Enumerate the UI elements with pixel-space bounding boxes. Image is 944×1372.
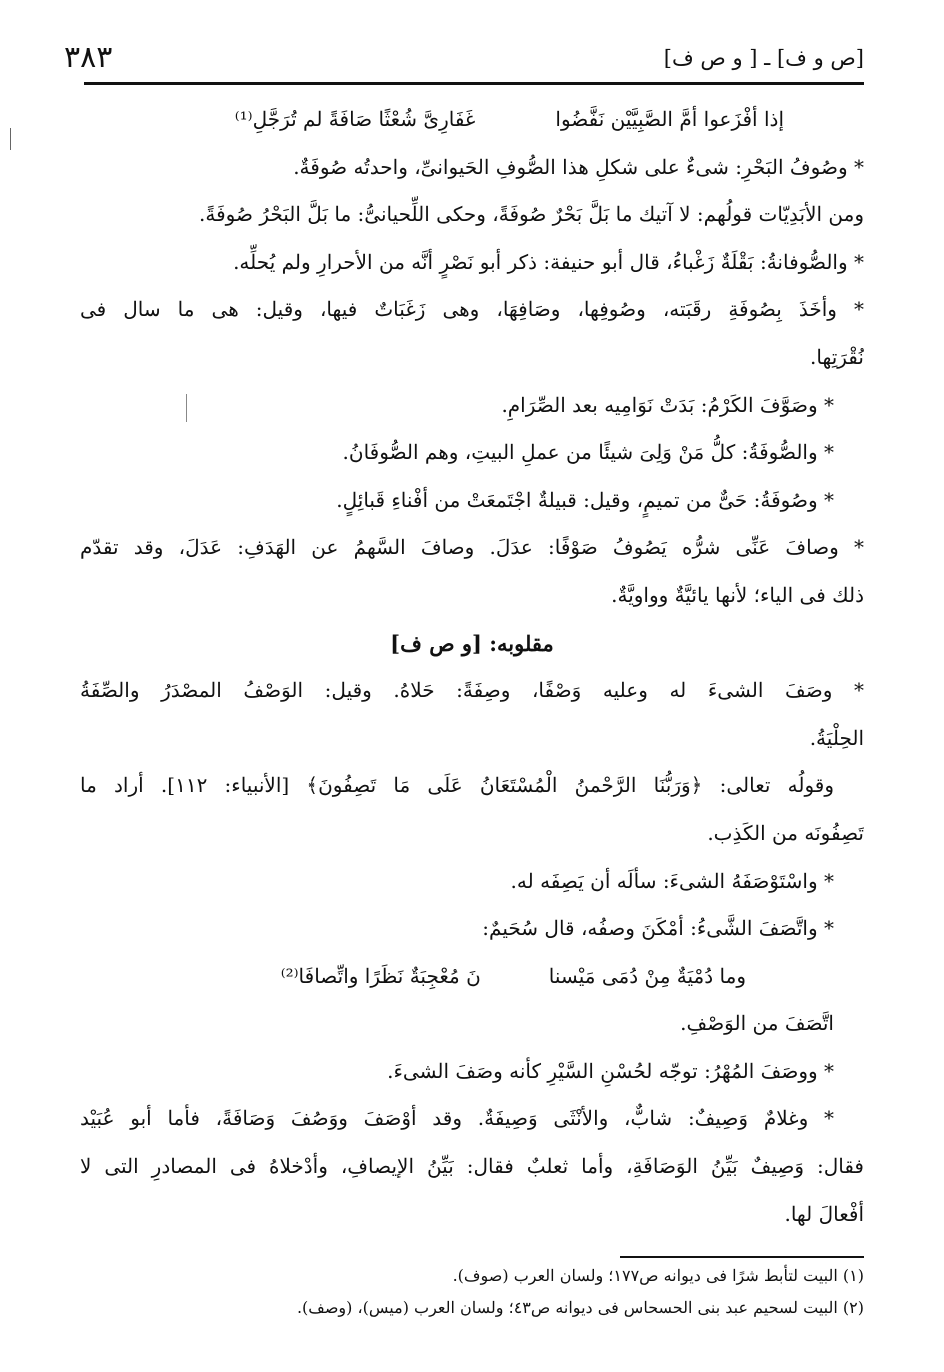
text-line: * وصُوفَةُ: حَىٌّ من تميمٍ، وقيل: قبيلةٌ اجْتَمعَتْ من أفْناءِ قَبائِلٍ. [336, 487, 834, 512]
text-line: فقال: وَصِيفٌ بَيِّنُ الوَصَافَةِ، وأما ثعلبٌ فقال: بَيِّنُ الإيصافِ، وأدْخلاهُ فى المصادرِ التى لا [80, 1154, 864, 1179]
verse-second-hemistich: نَ مُعْجِبَةٌ نَظَرًا واتِّصافَا⁽²⁾ [280, 963, 481, 988]
verse-line [80, 953, 864, 1001]
text-line: * وصُوفُ البَحْرِ: شىءٌ على شكلِ هذا الصُّوفِ الحَيوانىِّ، واحدتُه صُوفَةٌ. [293, 154, 864, 179]
footnote: (٢) البيت لسحيم عبد بنى الحسحاس فى ديوانه ص٤٣؛ ولسان العرب (ميس)، (وصف). [296, 1298, 864, 1317]
text-line: * واسْتَوْصَفَهُ الشىءَ: سألَه أن يَصِفَه له. [510, 868, 834, 893]
text-line: وقولُه تعالى: ﴿وَرَبُّنَا الرَّحْمنُ الْمُسْتَعَانُ عَلَى مَا تَصِفُونَ﴾ [الأنبياء: ١١٢]. أراد ما [80, 773, 835, 798]
footnote: (١) البيت لتأبط شرًا فى ديوانه ص١٧٧؛ ولسان العرب (صوف). [452, 1266, 864, 1285]
text-line: * وصَوَّفَ الكَرْمُ: بَدَتْ نَوَامِيه بعد الصِّرَامِ. [501, 392, 834, 417]
text-line: * وصَفَ الشىءَ له وعليه وَصْفًا، وصِفَةً: حَلاهُ. وقيل: الوَصْفُ المصْدَرُ والصِّفَةُ [80, 678, 864, 703]
footnote-rule [620, 1256, 864, 1258]
header-rule [84, 82, 864, 85]
main-text [80, 96, 864, 1238]
verse-second-hemistich: غَفَارِىَّ شُعْثًا صَافَةً لم تُرَجَّلِ⁽¹⁾ [234, 107, 476, 131]
text-line: * وغلامٌ وَصِيفٌ: شابٌّ، والأنْثَى وَصِيفَةٌ. وقد أوْصَفَ ووَصُفَ وَصَافَةً، فأما أبو عُبَيْد [80, 1106, 834, 1131]
text-line: * وصافَ عَنِّى شرُّه يَصُوفُ صَوْفًا: عدَلَ. وصافَ السَّهمُ عن الهَدَفِ: عَدَلَ، وقد تقدّم [80, 535, 864, 560]
text-line: * واتَّصَفَ الشَّىءُ: أمْكَنَ وصفُه، قال سُحَيمٌ: [482, 916, 834, 941]
footnotes [80, 1260, 864, 1324]
section-heading: مقلوبه: [و ص ف] [390, 630, 554, 656]
text-line: تَصِفُونَه من الكَذِب. [707, 820, 864, 845]
verse-first-hemistich: إذا أفْزَعوا أمَّ الصَّبِيَّيْن نَفَّضُوا [555, 107, 784, 131]
text-line: أفْعالَ لها. [784, 1201, 864, 1226]
page-number: ٣٨٣ [64, 40, 113, 75]
text-line: * وأخَذَ بِصُوفَةِ رقَبَته، وصُوفِها، وصَافِهَا، وهى زَغَبَاتٌ فيها، وقيل: هى ما سال فى [80, 297, 864, 322]
verse-line [80, 96, 864, 144]
text-line: الحِلْيَةُ. [809, 725, 864, 750]
text-line: * ووصَفَ المُهْرُ: توجّه لحُسْنِ السَّيْرِ كأنه وصَفَ الشىءَ. [387, 1058, 834, 1083]
text-line: نُقْرَتِها. [810, 344, 864, 369]
text-line: ذلك فى الياء؛ لأنها يائيَّةٌ وواويَّةٌ. [611, 582, 864, 607]
verse-first-hemistich: وما دُمْيَةٌ مِنْ دُمَى مَيْسنا [548, 963, 746, 988]
text-line: اتَّصَفَ من الوَصْفِ. [680, 1011, 834, 1036]
margin-mark [10, 128, 11, 150]
text-line: ومن الأبَدِيّات قولُهم: لا آتيك ما بَلَّ بَحْرٌ صُوفَةً، وحكى اللِّحيانىُّ: ما بَلَّ البَحْرُ صُوفَةً. [199, 202, 864, 227]
text-line: * والصُّوفَةُ: كلُّ مَنْ وَلِىَ شيئًا من عملِ البيتِ، وهم الصُّوفَانُ. [342, 440, 834, 465]
text-line: * والصُّوفانةُ: بَقْلَةٌ زَغْباءُ، قال أبو حنيفة: ذكر أبو نَصْرٍ أنَّه من الأحرارِ ولم يُحلِّه. [233, 249, 864, 274]
running-title: [ص و ف] ـ [ و ص ف] [663, 46, 864, 70]
